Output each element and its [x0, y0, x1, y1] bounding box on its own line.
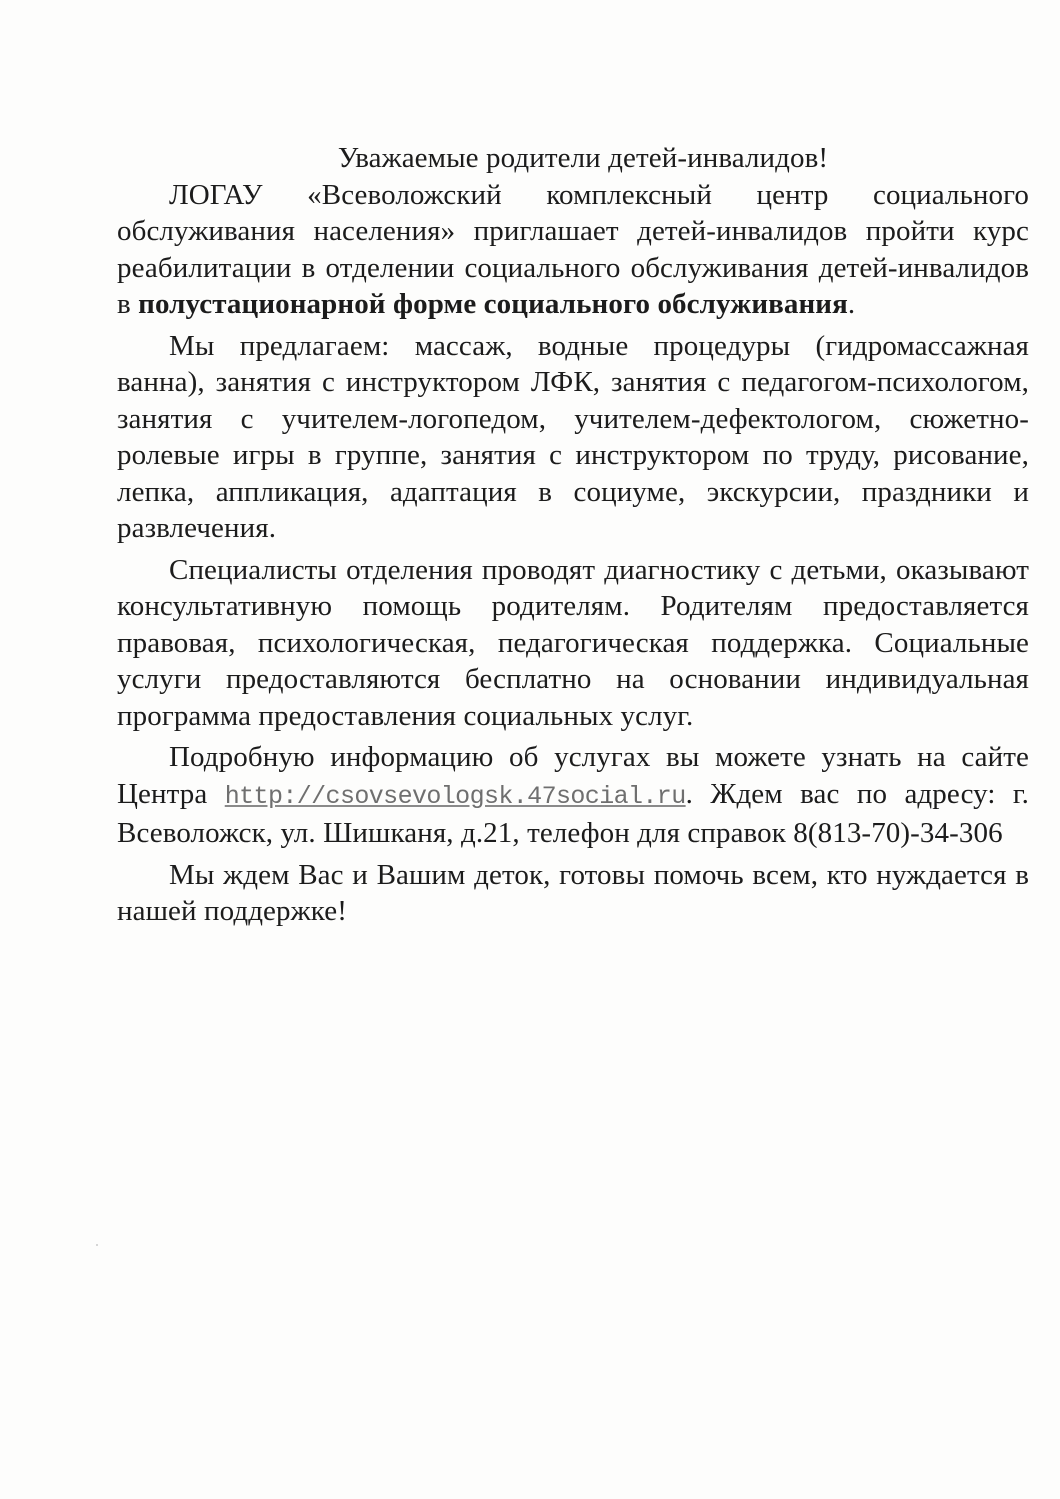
letter-body	[117, 140, 1029, 930]
paragraph-closing: Мы ждем Вас и Вашим деток, готовы помочь всем, кто нуждается в нашей поддержке!	[117, 858, 1029, 927]
invitation-end-text: .	[847, 288, 856, 320]
paragraph-services: Мы предлагаем: массаж, водные процедуры (гидромассажная ванна), занятия с инструктором ЛФК, занятия с педагогом-психологом, занятия с учителем-логопедом, учителем-дефектологом, сюжетно-ролевые игры в группе, занятия с инструктором по труду, рисование, лепка, аппликация, адаптация в социуме, экскурсии, праздники и развлечения.	[117, 329, 1029, 544]
website-link[interactable]: http://csovsevologsk.47social.ru	[224, 781, 686, 811]
paragraph-invitation	[117, 177, 1029, 323]
invitation-text: ЛОГАУ «Всеволожский комплексный центр социального обслуживания населения» приглашает детей-инвалидов пройти курс реабилитации в отделении социального обслуживания детей-инвалидов в	[117, 178, 1029, 320]
paragraph-contacts	[117, 739, 1029, 852]
address-text: . Ждем вас по адресу: г. Всеволожск, ул. Шишканя, д.21, телефон для справок 8(813-70)-34-306	[117, 777, 1030, 849]
contacts-text: Подробную информацию об услугах вы можете узнать на сайте Центра	[117, 741, 1029, 810]
letter-heading: Уважаемые родители детей-инвалидов!	[337, 142, 829, 174]
invitation-bold-text: полустационарной форме социального обслуживания	[138, 288, 848, 320]
paragraph-specialists: Специалисты отделения проводят диагностику с детьми, оказывают консультативную помощь родителям. Родителям предоставляется правовая, психологическая, педагогическая поддержка. Социальные услуги предоставляются бесплатно на основании индивидуальная программа предоставления социальных услуг.	[117, 553, 1029, 732]
scan-speck	[96, 1244, 98, 1246]
